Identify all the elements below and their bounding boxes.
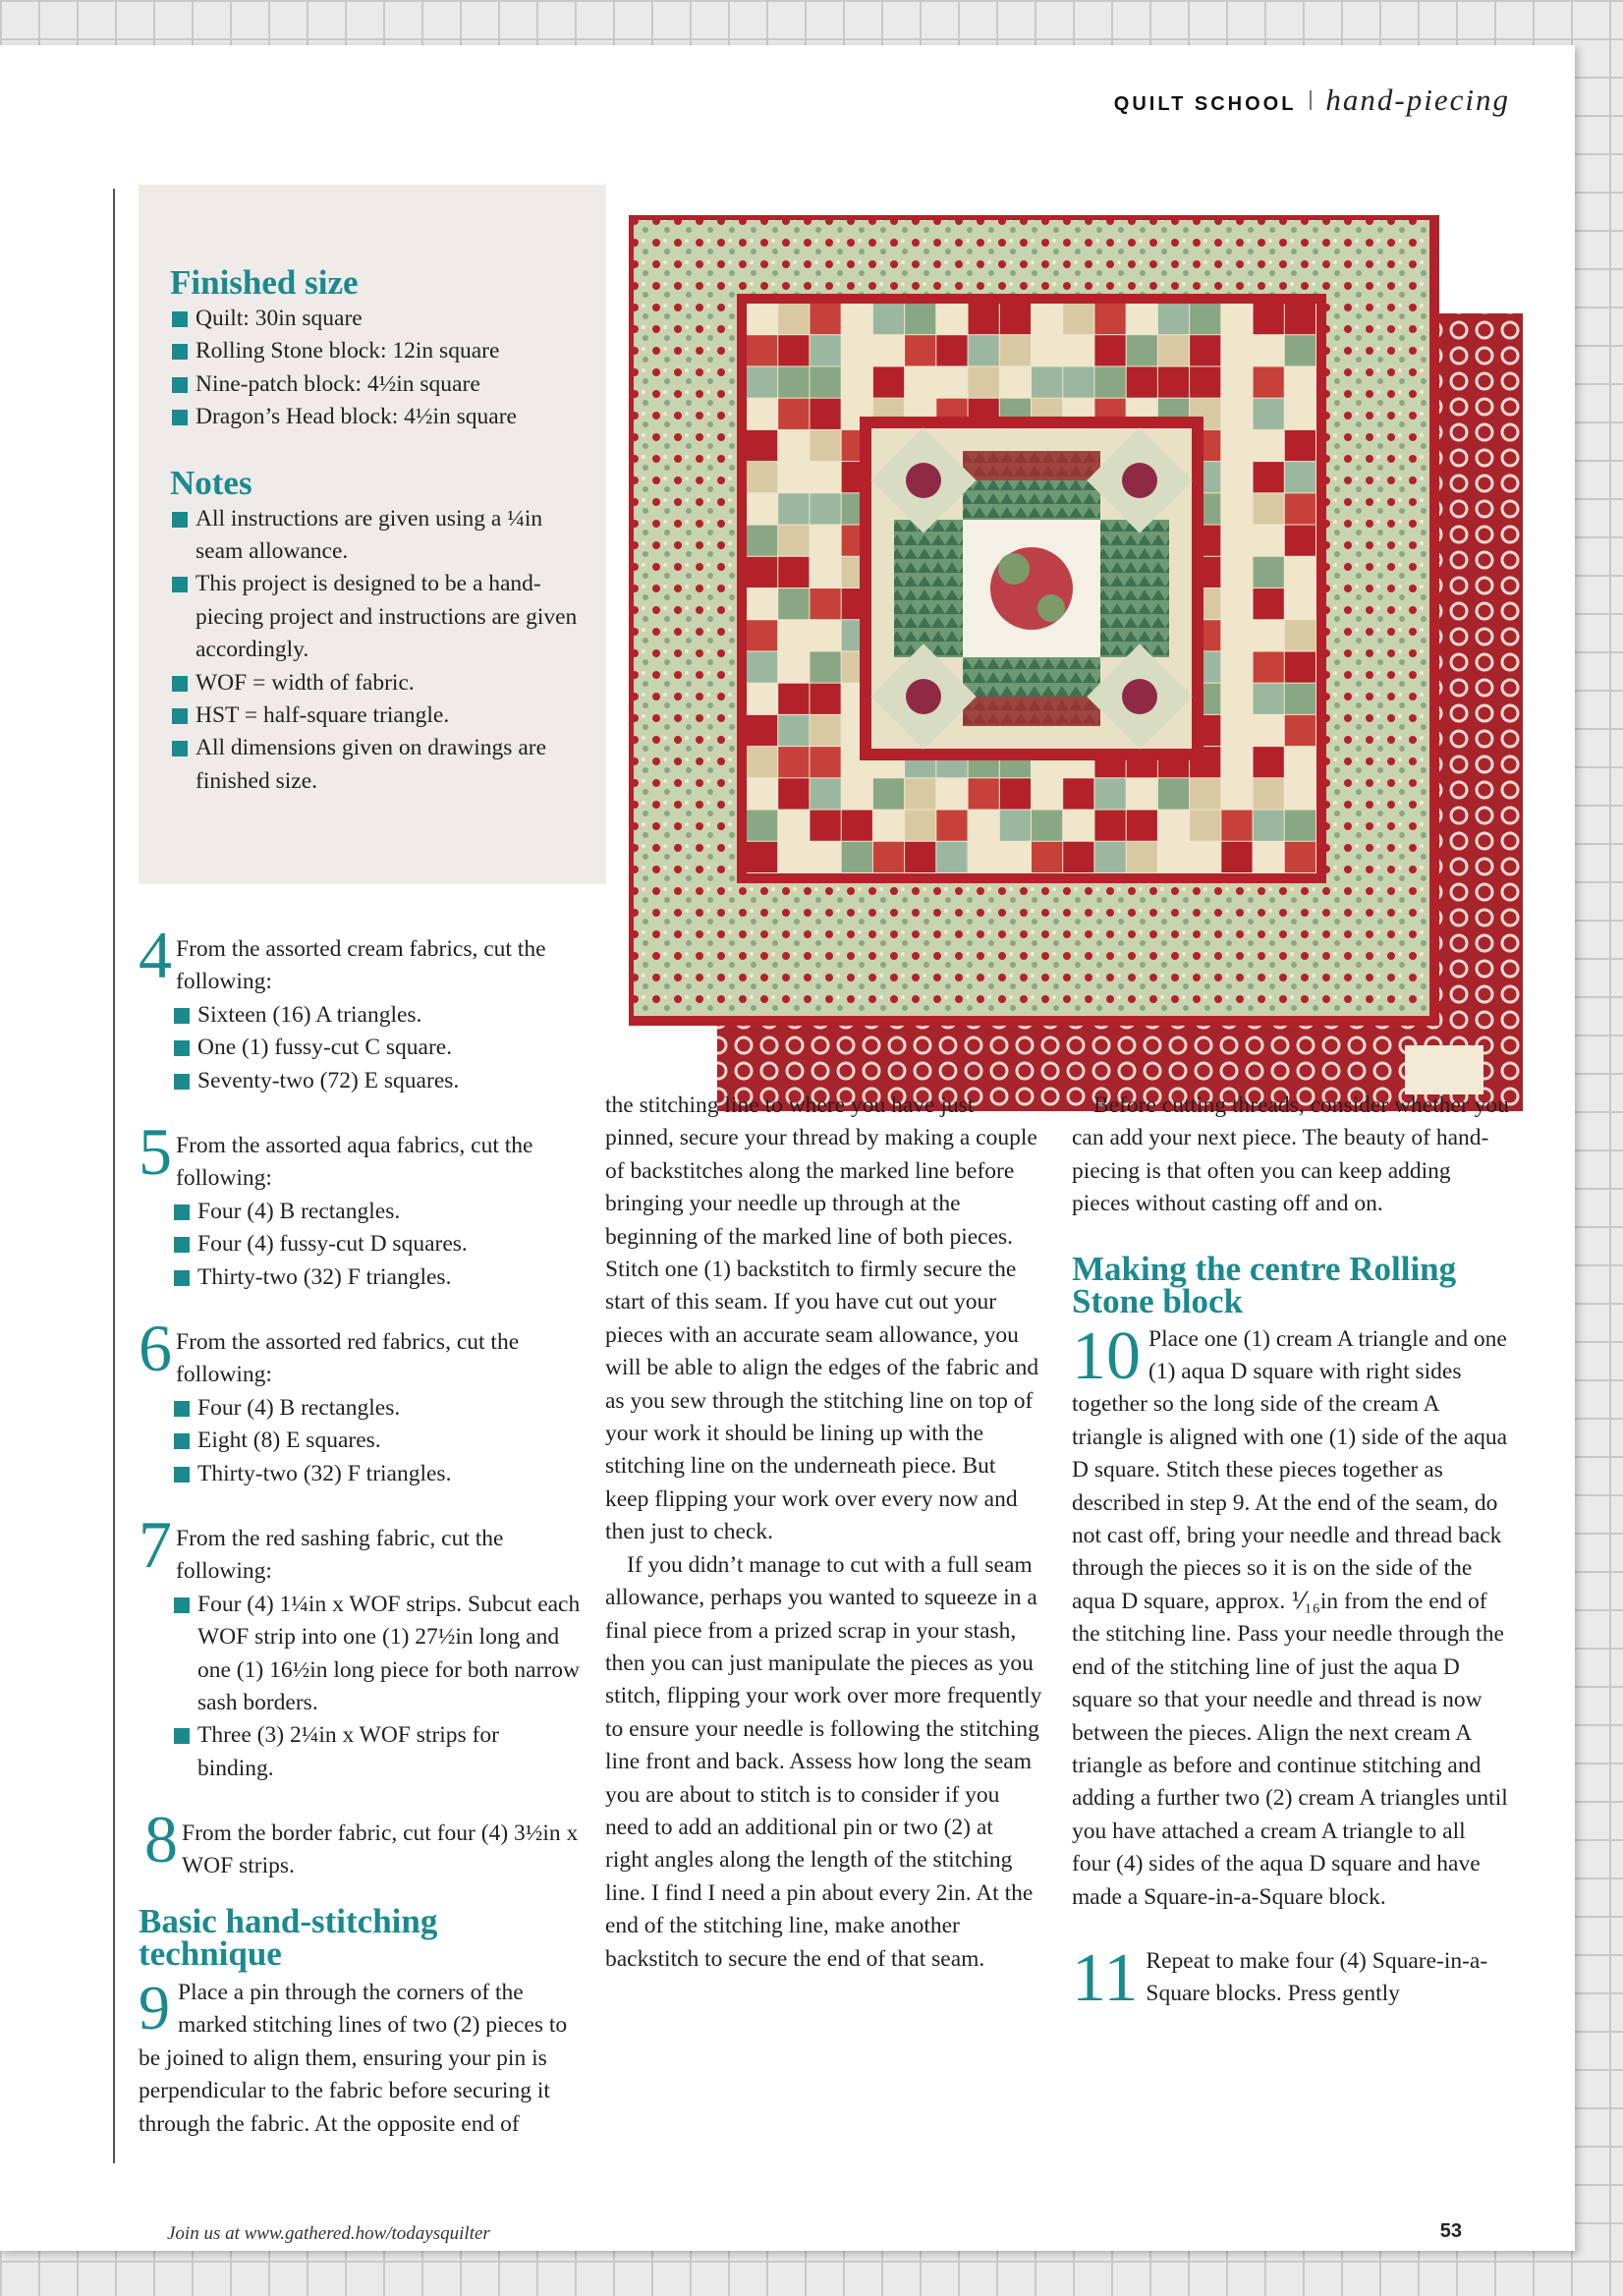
quilt-patch	[1285, 588, 1315, 619]
quilt-patch	[1221, 620, 1252, 650]
quilt-patch	[1000, 811, 1031, 841]
step-number: 9	[139, 1973, 170, 2043]
quilt-patch	[810, 715, 840, 746]
quilt-patch	[810, 335, 840, 365]
quilt-patch	[810, 399, 840, 429]
quilt-patch	[1254, 651, 1284, 682]
step-number: 11	[1072, 1939, 1139, 2016]
quilt-patch	[1063, 778, 1093, 809]
quilt-patch	[1158, 811, 1189, 841]
quilt-patch	[1254, 747, 1284, 777]
quilt-patch	[1032, 811, 1062, 841]
step-6	[139, 1311, 581, 1490]
list-item: One (1) fussy-cut C square.	[172, 1032, 581, 1064]
quilt-patch	[873, 811, 904, 841]
step-text: From the red sashing fabric, cut the following:	[176, 1526, 504, 1585]
quilt-patch	[1285, 811, 1315, 841]
quilt-patch	[778, 842, 809, 872]
quilt-patch	[936, 778, 967, 809]
list-item: Dragon’s Head block: 4½in square	[170, 401, 583, 433]
quilt-patch	[842, 335, 872, 365]
quilt-patch	[1285, 620, 1315, 650]
quilt-patch	[873, 842, 904, 872]
quilt-patch	[810, 811, 840, 841]
list-item: Seventy-two (72) E squares.	[172, 1065, 581, 1097]
quilt-patch	[905, 811, 935, 841]
quilt-patch	[1063, 366, 1093, 397]
step-8	[139, 1802, 581, 1883]
magazine-page	[0, 45, 1575, 2251]
quilt-patch	[778, 557, 809, 588]
quilt-patch	[1000, 366, 1031, 397]
quilt-patch	[842, 304, 872, 334]
list-item: Nine-patch block: 4½in square	[170, 368, 583, 401]
quilt-patch	[1221, 462, 1252, 492]
quilt-patch	[1254, 715, 1284, 746]
quilt-patch	[1127, 842, 1157, 872]
quilt-patch	[1285, 399, 1315, 429]
step-11	[1072, 1939, 1509, 2016]
quilt-patch	[778, 747, 809, 777]
step-text: Place a pin through the corners of the marked stitching lines of two (2) pieces to be joined to align them, ensuring your pin is perpendicular to the fabric before securing it through the fabric. At the opposite end of	[139, 1980, 568, 2137]
quilt-patch	[1254, 462, 1284, 492]
quilt-patch	[1127, 366, 1157, 397]
quilt-patch	[905, 778, 935, 809]
quilt-patch	[1254, 366, 1284, 397]
paragraph: the stitching line to where you have just pinned, secure your thread by making a couple of backstitches along the marked line before bringing your needle up through at the beginning of the marked line of both pieces. Stitch one (1) backstitch to firmly secure the start of this seam. If you have cut out your pieces with an accurate seam allowance, you will be able to align the edges of the fabric and as you sew through the stitching line on top of your work it should be lining up with the stitching line on the underneath piece. But keep flipping your work over every now and then just to check.	[605, 1092, 1039, 1545]
quilt-patch	[905, 842, 935, 872]
quilt-patch	[747, 715, 777, 746]
cut-list	[139, 1589, 581, 1785]
quilt-patch	[905, 366, 935, 397]
quilt-patch	[969, 842, 999, 872]
quilt-patch	[810, 366, 840, 397]
quilt-patch	[778, 430, 809, 461]
quilt-patch	[1285, 651, 1315, 682]
quilt-top	[629, 215, 1434, 1021]
quilt-patch	[1285, 842, 1315, 872]
quilt-patch	[1094, 366, 1125, 397]
quilt-patch	[1158, 842, 1189, 872]
quilt-patch	[969, 366, 999, 397]
quilt-patch	[969, 778, 999, 809]
list-item: Thirty-two (32) F triangles.	[172, 1261, 581, 1294]
quilt-patch	[1254, 557, 1284, 588]
quilt-patch	[1221, 526, 1252, 556]
quilt-patch	[810, 430, 840, 461]
quilt-patch	[1254, 493, 1284, 524]
quilt-photo	[629, 215, 1523, 1111]
quilt-patch	[1127, 304, 1157, 334]
step-9	[139, 1973, 576, 2141]
quilt-patch	[873, 778, 904, 809]
quilt-patch	[1221, 304, 1252, 334]
cut-list	[139, 999, 581, 1097]
notes-heading: Notes	[170, 463, 252, 502]
step-text: Repeat to make four (4) Square-in-a-Square blocks. Press gently	[1146, 1947, 1488, 2007]
quilt-patch	[1285, 462, 1315, 492]
finished-size-heading: Finished size	[170, 263, 359, 302]
quilt-patch	[810, 304, 840, 334]
quilt-patch	[747, 399, 777, 429]
list-item: Three (3) 2¼in x WOF strips for binding.	[172, 1719, 581, 1785]
quilt-patch	[810, 651, 840, 682]
quilt-patch	[936, 335, 967, 365]
quilt-patch	[1285, 366, 1315, 397]
quilt-patch	[778, 335, 809, 365]
quilt-patch	[747, 304, 777, 334]
quilt-patch	[969, 335, 999, 365]
quilt-patch	[1094, 811, 1125, 841]
quilt-patch	[936, 366, 967, 397]
quilt-patch	[1158, 366, 1189, 397]
quilt-patch	[1221, 842, 1252, 872]
quilt-patch	[1063, 304, 1093, 334]
step-text: Place one (1) cream A triangle and one (1) aqua D square with right sides together so the long side of the cream A triangle is aligned with one (1) side of the aqua D square. Stitch these pieces together as described in step 9. At the end of the seam, do not cast off, bring your needle and thread back through the pieces so it is on the side of the aqua D square, approx. ⅟₁₆in from the end of the stitching line. Pass your needle through the end of the stitching line of just the aqua D square so that your needle and thread is now between the pieces. Align the next cream A triangle as before and continue stitching and adding a further two (2) cream A triangles until you have attached a cream A triangle to all four (4) sides of the aqua D square and have made a Square-in-a-Square block.	[1072, 1325, 1508, 1910]
quilt-patch	[1254, 399, 1284, 429]
paragraph: Before cutting threads, consider whether you can add your next piece. The beauty of hand-piecing is that often you can keep adding pieces without casting off and on.	[1072, 1092, 1509, 1217]
quilt-patch	[936, 811, 967, 841]
quilt-patch	[873, 335, 904, 365]
column-2	[605, 1090, 1042, 1976]
quilt-patch	[778, 493, 809, 524]
quilt-patch	[1000, 335, 1031, 365]
quilt-patch	[778, 366, 809, 397]
left-margin-rule	[113, 189, 115, 2163]
quilt-patch	[1221, 335, 1252, 365]
quilt-patch	[1032, 366, 1062, 397]
quilt-patch	[747, 778, 777, 809]
quilt-patch	[778, 778, 809, 809]
quilt-patch	[1221, 430, 1252, 461]
quilt-patch	[1127, 811, 1157, 841]
quilt-patch	[747, 747, 777, 777]
step-4	[139, 918, 581, 1097]
notes-list	[170, 503, 583, 799]
finished-size-list	[170, 303, 583, 434]
list-item: Four (4) B rectangles.	[172, 1392, 581, 1425]
quilt-patch	[747, 493, 777, 524]
quilt-patch	[747, 620, 777, 650]
quilt-patch	[1032, 842, 1062, 872]
quilt-patch	[1190, 778, 1220, 809]
quilt-patch	[810, 747, 840, 777]
quilt-patch	[1254, 430, 1284, 461]
quilt-patch	[810, 684, 840, 714]
quilt-patch	[778, 399, 809, 429]
quilt-patch	[747, 430, 777, 461]
quilt-patch	[873, 304, 904, 334]
step-number: 7	[139, 1507, 172, 1582]
quilt-patch	[1000, 304, 1031, 334]
quilt-patch	[1032, 335, 1062, 365]
step-10	[1072, 1317, 1509, 1914]
quilt-patch	[778, 462, 809, 492]
quilt-patch	[778, 588, 809, 619]
quilt-patch	[1285, 493, 1315, 524]
quilt-patch	[810, 557, 840, 588]
quilt-patch	[1063, 842, 1093, 872]
quilt-patch	[747, 557, 777, 588]
list-item: WOF = width of fabric.	[170, 667, 583, 700]
quilt-patch	[747, 526, 777, 556]
quilt-patch	[1127, 778, 1157, 809]
step-text: From the assorted red fabrics, cut the following:	[176, 1329, 520, 1388]
quilt-patch	[1221, 588, 1252, 619]
quilt-patch	[778, 304, 809, 334]
section-label: QUILT SCHOOL	[1113, 93, 1297, 115]
list-item: Four (4) fussy-cut D squares.	[172, 1228, 581, 1260]
list-item: HST = half-square triangle.	[170, 700, 583, 732]
footer-website: Join us at www.gathered.how/todaysquilter	[167, 2223, 490, 2244]
list-item: This project is designed to be a hand-piecing project and instructions are given accordingly.	[170, 568, 583, 666]
quilt-patch	[1032, 304, 1062, 334]
quilt-patch	[1094, 778, 1125, 809]
quilt-patch	[1221, 399, 1252, 429]
quilt-patch	[842, 366, 872, 397]
quilt-patch	[969, 304, 999, 334]
quilt-patch	[1094, 842, 1125, 872]
quilt-patch	[1221, 557, 1252, 588]
quilt-patch	[905, 335, 935, 365]
quilt-patch	[1254, 588, 1284, 619]
step-text: From the border fabric, cut four (4) 3½in x WOF strips.	[182, 1820, 579, 1879]
quilt-patch	[747, 842, 777, 872]
quilt-patch	[778, 651, 809, 682]
list-item: Four (4) B rectangles.	[172, 1196, 581, 1228]
quilt-patch	[1032, 778, 1062, 809]
quilt-patch	[810, 620, 840, 650]
quilt-patch	[1158, 335, 1189, 365]
section-heading: Making the centre Rolling Stone block	[1072, 1249, 1457, 1320]
quilt-patch	[1285, 778, 1315, 809]
quilt-patch	[747, 811, 777, 841]
quilt-patch	[1190, 842, 1220, 872]
quilt-patch	[810, 526, 840, 556]
quilt-patch	[1221, 811, 1252, 841]
step-number: 10	[1072, 1317, 1141, 1394]
quilt-patch	[778, 684, 809, 714]
quilt-patch	[747, 588, 777, 619]
list-item: Eight (8) E squares.	[172, 1425, 581, 1457]
quilt-patch	[1285, 304, 1315, 334]
column-3	[1072, 1090, 1509, 2016]
step-number: 6	[139, 1311, 172, 1385]
quilt-patch	[810, 588, 840, 619]
quilt-patch	[1190, 366, 1220, 397]
quilt-patch	[1158, 778, 1189, 809]
list-item: Thirty-two (32) F triangles.	[172, 1458, 581, 1490]
quilt-patch	[1285, 684, 1315, 714]
quilt-patch	[1000, 778, 1031, 809]
step-5	[139, 1114, 581, 1294]
quilt-patch	[778, 620, 809, 650]
quilt-patch	[1285, 747, 1315, 777]
page-number: 53	[1439, 2220, 1462, 2242]
quilt-patch	[936, 304, 967, 334]
quilt-patch	[1190, 811, 1220, 841]
step-text: From the assorted cream fabrics, cut the following:	[176, 936, 546, 995]
quilt-patch	[873, 366, 904, 397]
list-item: Sixteen (16) A triangles.	[172, 999, 581, 1032]
quilt-patch	[1285, 430, 1315, 461]
quilt-patch	[1254, 335, 1284, 365]
quilt-patch	[1221, 493, 1252, 524]
page-header	[1114, 83, 1510, 118]
quilt-patch	[1221, 747, 1252, 777]
quilt-patch	[1254, 778, 1284, 809]
cut-list	[139, 1392, 581, 1490]
header-divider	[1310, 90, 1312, 110]
quilt-patch	[1221, 366, 1252, 397]
quilt-patch	[1221, 684, 1252, 714]
list-item: All instructions are given using a ¼in seam allowance.	[170, 503, 583, 569]
quilt-patch	[747, 684, 777, 714]
quilt-patch	[842, 842, 872, 872]
quilt-patch	[747, 462, 777, 492]
quilt-patch	[1221, 778, 1252, 809]
quilt-patch	[1285, 557, 1315, 588]
quilt-patch	[842, 811, 872, 841]
quilt-patch	[747, 651, 777, 682]
quilt-patch	[810, 493, 840, 524]
info-sidebar	[139, 185, 606, 884]
quilt-patch	[1221, 715, 1252, 746]
step-number: 4	[139, 918, 172, 992]
quilt-patch	[1254, 526, 1284, 556]
list-item: Four (4) 1¼in x WOF strips. Subcut each WOF strip into one (1) 27½in long and one (1) 16½in long piece for both narrow sash borders.	[172, 1589, 581, 1720]
section-heading: Basic hand-stitching technique	[139, 1902, 438, 1973]
quilt-patch	[778, 715, 809, 746]
quilt-patch	[1063, 335, 1093, 365]
quilt-patch	[778, 526, 809, 556]
quilt-patch	[747, 335, 777, 365]
quilt-patch	[936, 842, 967, 872]
quilt-patch	[1094, 335, 1125, 365]
quilt-patch	[1221, 651, 1252, 682]
step-7	[139, 1507, 581, 1785]
quilt-patch	[1254, 811, 1284, 841]
quilt-patch	[1190, 335, 1220, 365]
list-item: All dimensions given on drawings are finished size.	[170, 732, 583, 798]
quilt-patch	[1190, 304, 1220, 334]
list-item: Quilt: 30in square	[170, 303, 583, 335]
quilt-patch	[747, 366, 777, 397]
quilt-patch	[1285, 526, 1315, 556]
quilt-patch	[969, 811, 999, 841]
quilt-patch	[1000, 842, 1031, 872]
quilt-patch	[1254, 842, 1284, 872]
quilt-patch	[1158, 304, 1189, 334]
quilt-patch	[1063, 811, 1093, 841]
step-text: From the assorted aqua fabrics, cut the following:	[176, 1133, 533, 1192]
cut-list	[139, 1196, 581, 1294]
quilt-patch	[1285, 715, 1315, 746]
quilt-patch	[1254, 620, 1284, 650]
quilt-patch	[1254, 304, 1284, 334]
quilt-patch	[810, 778, 840, 809]
paragraph: If you didn’t manage to cut with a full seam allowance, perhaps you wanted to squeeze in a final piece from a prized scrap in your stash, then you can just manipulate the pieces as you stitch, flipping your work over more frequently to ensure your needle is following the stitching line front and back. Assess how long the seam you are about to stitch is to consider if you need to add an additional pin or two (2) at right angles along the length of the stitching line. I find I need a pin about every 2in. At the end of the stitching line, make another backstitch to secure the end of that seam.	[605, 1551, 1042, 1972]
quilt-patch	[1127, 335, 1157, 365]
quilt-patch	[1254, 684, 1284, 714]
quilt-patch	[1285, 335, 1315, 365]
step-number: 8	[144, 1802, 178, 1876]
quilt-patch	[810, 462, 840, 492]
quilt-patch	[810, 842, 840, 872]
topic-label: hand-piecing	[1325, 83, 1510, 117]
quilt-patch	[905, 304, 935, 334]
quilt-patch	[1094, 304, 1125, 334]
step-number: 5	[139, 1114, 172, 1189]
quilt-patch	[778, 811, 809, 841]
list-item: Rolling Stone block: 12in square	[170, 335, 583, 367]
quilt-patch	[842, 778, 872, 809]
